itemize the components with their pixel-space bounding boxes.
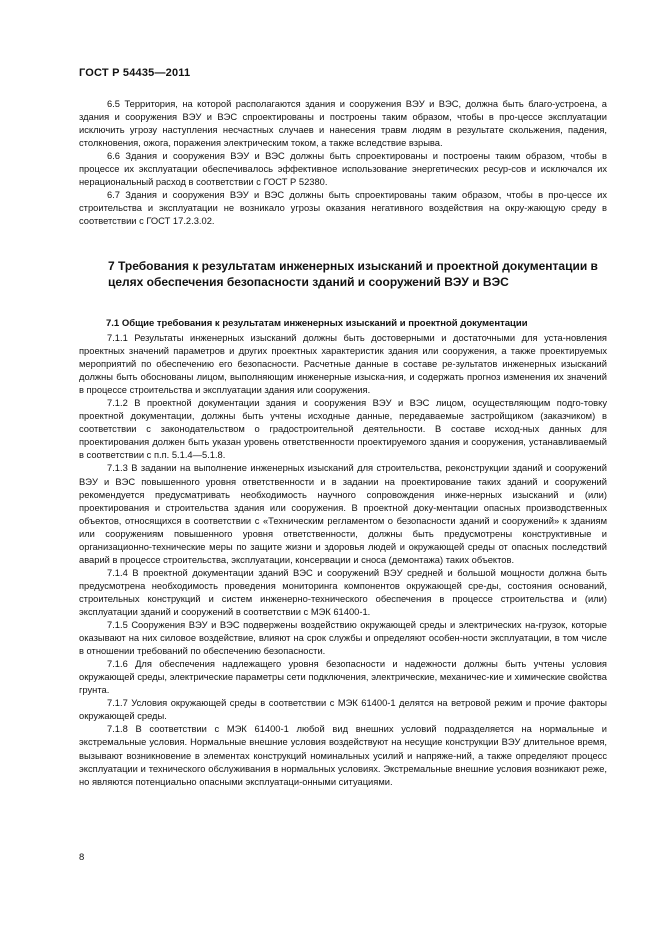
paragraphs-section-7-1: [79, 332, 607, 789]
paragraph: 7.1.1 Результаты инженерных изысканий должны быть достоверными и достаточными для уста-новления проектных значений параметров и других проектных характеристик здания или сооружения, а также проектируемых мероприятий по обеспечению его безопасности. Расчетные данные в составе ре-зультатов инженерных изысканий должны быть обоснованы лицом, выполняющим инженерные изыска-ния, и содержать прогноз изменения их значений в процессе строительства и эксплуатации здания или сооружения.: [79, 333, 607, 396]
page-header: ГОСТ Р 54435—2011: [79, 67, 191, 79]
paragraph: 6.6 Здания и сооружения ВЭУ и ВЭС должны быть спроектированы и построены таким образом, чтобы в процессе их эксплуатации обеспечивалось эффективное использование энергетических ресур-сов и исключался их нерациональный расход в соответствии с ГОСТ Р 52380.: [79, 151, 607, 188]
paragraph: 6.5 Территория, на которой располагаются здания и сооружения ВЭУ и ВЭС, должна быть благо-устроена, а здания и сооружения ВЭУ и ВЭС спроектированы и построены таким образом, чтобы в про-цессе эксплуатации исключить угрозу наступления несчастных случаев и нанесения травм людям в результате скольжения, падения, столкновения, ожога, поражения электрическим током, а также вследствие взрыва.: [79, 99, 607, 149]
paragraph: 7.1.6 Для обеспечения надлежащего уровня безопасности и надежности должны быть учтены условия окружающей среды, электрические параметры сети подключения, электрические, механичес-кие и химические свойства грунта.: [79, 659, 607, 696]
paragraph: 7.1.5 Сооружения ВЭУ и ВЭС подвержены воздействию окружающей среды и электрических на-грузок, которые оказывают на них силовое воздействие, влияют на срок службы и определяют особен-ности эксплуатации, в том числе в отношении требований по обеспечению безопасности.: [79, 620, 607, 657]
paragraphs-section-6: [79, 98, 607, 228]
paragraph: 7.1.4 В проектной документации зданий ВЭС и сооружений ВЭУ средней и большой мощности должна быть предусмотрена необходимость проведения мониторинга компонентов окружающей сре-ды, состояния оснований, строительных конструкций и систем инженерно-технического обеспечения в процессе строительства и (или) эксплуатации зданий и сооружений в соответствии с МЭК 61400-1.: [79, 567, 607, 617]
paragraph: 7.1.7 Условия окружающей среды в соответствии с МЭК 61400-1 делятся на ветровой режим и прочие факторы окружающей среды.: [79, 698, 607, 722]
section-title: 7 Требования к результатам инженерных изысканий и проектной документации в целях обеспечения безопасности зданий и сооружений ВЭУ и ВЭС: [108, 259, 598, 289]
subsection-title: 7.1 Общие требования к результатам инженерных изысканий и проектной документации: [106, 318, 528, 329]
paragraph: 7.1.2 В проектной документации здания и сооружения ВЭУ и ВЭС лицом, осуществляющим подго-товку проектной документации, должны быть учтены исходные данные, передаваемые застройщиком (заказчиком) в соответствии с законодательством о градостроительной деятельности. В составе исход-ных данных для проектирования должен быть указан уровень ответственности проектируемого здания и сооружения, устанавливаемый в соответствии с п.п. 5.1.4—5.1.8.: [79, 398, 607, 461]
paragraph: 7.1.8 В соответствии с МЭК 61400-1 любой вид внешних условий подразделяется на нормальные и экстремальные условия. Нормальные внешние условия воздействуют на несущие конструкции ВЭУ длительное время, вызывают возникновение в элементах конструкций номинальных усилий и напряже-ний, а также определяют процесс эксплуатации и технического обслуживания в нормальных условиях. Экстремальные внешние условия возникают реже, но являются потенциально опасными эксплуатаци-онными ситуациями.: [79, 724, 607, 787]
page-number: 8: [79, 852, 85, 863]
paragraph: 7.1.3 В задании на выполнение инженерных изысканий для строительства, реконструкции зданий и сооружений ВЭУ и ВЭС повышенного уровня ответственности и в задании на проектирование таких зданий и сооружений рекомендуется предусматривать необходимость научного сопровождения инже-нерных изысканий и (или) проектирования и строительства здания или сооружения. В проектной доку-ментации опасных производственных объектов, относящихся в соответствии с «Техническим регламентом о безопасности зданий и сооружений» к зданиям или сооружениям повышенного уровня ответственности, должны быть предусмотрены конструктивные и организационно-технические меры по защите жизни и здоровья людей и окружающей среды от опасных последствий аварий в процессе строительства, эксплуатации, консервации и сноса (демонтажа) таких объектов.: [79, 463, 607, 565]
paragraph: 6.7 Здания и сооружения ВЭУ и ВЭС должны быть спроектированы таким образом, чтобы в про-цессе их строительства и эксплуатации не возникало угрозы оказания негативного воздействия на окру-жающую среду в соответствии с ГОСТ 17.2.3.02.: [79, 190, 607, 227]
